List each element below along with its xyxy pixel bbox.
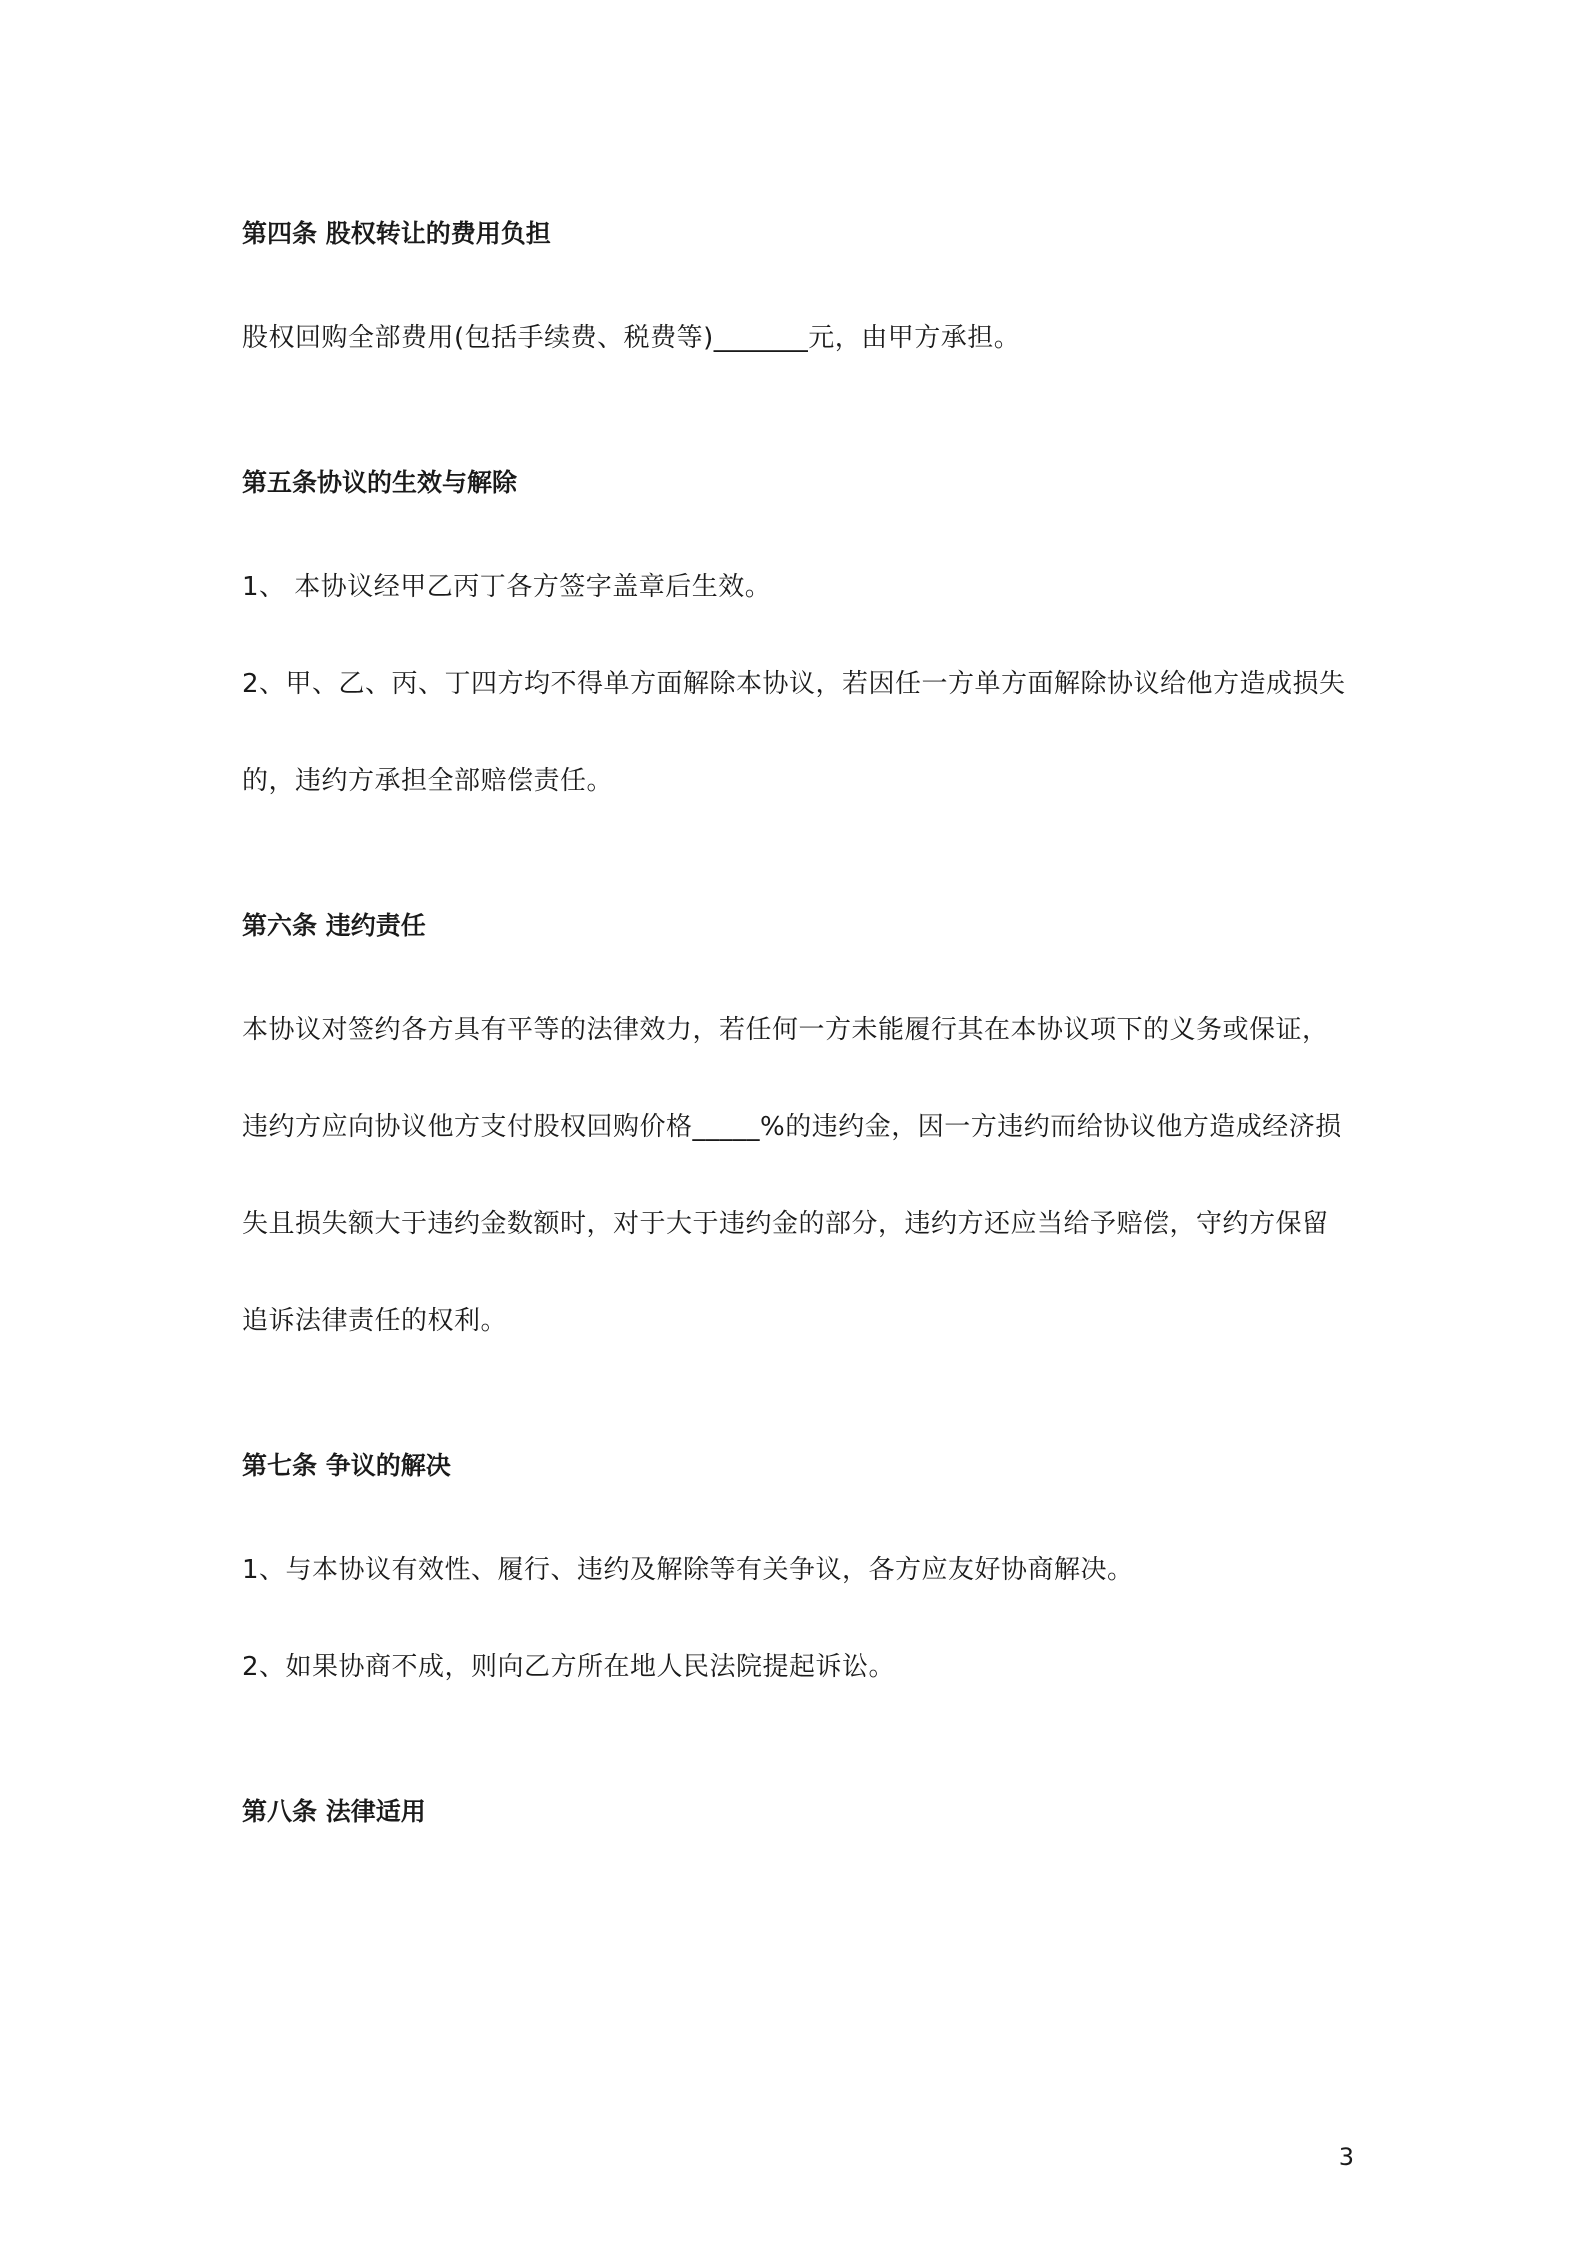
article-4-heading: 第四条 股权转让的费用负担 bbox=[242, 219, 551, 248]
article-5-paragraph-1: 1、 本协议经甲乙丙丁各方签字盖章后生效。 bbox=[242, 572, 772, 602]
article-5 bbox=[242, 459, 1352, 830]
page-number: 3 bbox=[1338, 2143, 1354, 2171]
document-body bbox=[242, 210, 1352, 1836]
article-4-paragraph-1: 股权回购全部费用(包括手续费、税费等)_______元，由甲方承担。 bbox=[242, 323, 1021, 353]
article-5-heading: 第五条协议的生效与解除 bbox=[242, 468, 518, 497]
article-6 bbox=[242, 902, 1352, 1370]
article-7 bbox=[242, 1442, 1352, 1716]
article-8-heading: 第八条 法律适用 bbox=[242, 1797, 426, 1826]
article-6-heading: 第六条 违约责任 bbox=[242, 911, 426, 940]
article-7-paragraph-1: 1、与本协议有效性、履行、违约及解除等有关争议，各方应友好协商解决。 bbox=[242, 1555, 1134, 1585]
article-7-heading: 第七条 争议的解决 bbox=[242, 1451, 451, 1480]
article-5-paragraph-2: 2、甲、乙、丙、丁四方均不得单方面解除本协议，若因任一方单方面解除协议给他方造成损失的，违约方承担全部赔偿责任。 bbox=[242, 669, 1346, 796]
article-4 bbox=[242, 210, 1352, 387]
article-8 bbox=[242, 1788, 1352, 1836]
article-6-paragraph-1: 本协议对签约各方具有平等的法律效力，若任何一方未能履行其在本协议项下的义务或保证，违约方应向协议他方支付股权回购价格_____%的违约金，因一方违约而给协议他方造成经济损失且损失额大于违约金数额时，对于大于违约金的部分，违约方还应当给予赔偿，守约方保留追诉法律责任的权利。 bbox=[242, 1015, 1342, 1336]
article-7-paragraph-2: 2、如果协商不成，则向乙方所在地人民法院提起诉讼。 bbox=[242, 1652, 896, 1682]
